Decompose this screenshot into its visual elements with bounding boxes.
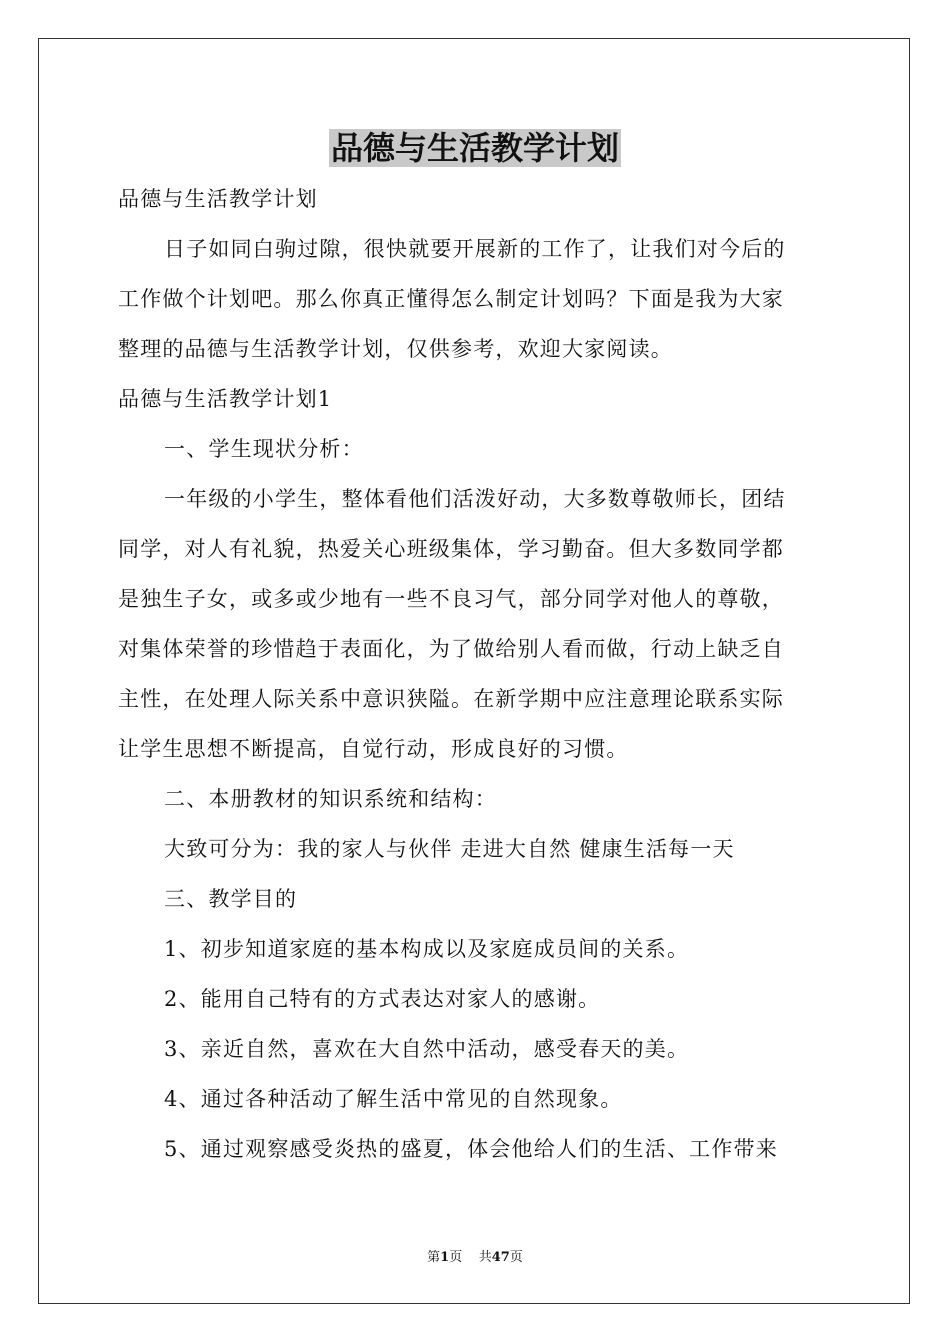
paragraph-line: 一年级的小学生，整体看他们活泼好动，大多数尊敬师长，团结 [164, 487, 786, 511]
paragraph-line: 对集体荣誉的珍惜趋于表面化，为了做给别人看而做，行动上缺乏自 [118, 637, 784, 661]
paragraph-line: 同学，对人有礼貌，热爱关心班级集体，学习勤奋。但大多数同学都 [118, 537, 784, 561]
list-item: 4、通过各种活动了解生活中常见的自然现象。 [164, 1087, 623, 1111]
paragraph-line: 整理的品德与生活教学计划，仅供参考，欢迎大家阅读。 [118, 337, 673, 361]
page-border [38, 38, 910, 1304]
total-suffix: 页 [509, 1250, 523, 1265]
paragraph-line: 让学生思想不断提高，自觉行动，形成良好的习惯。 [118, 737, 629, 761]
total-pages-number: 47 [491, 1250, 510, 1265]
list-item: 5、通过观察感受炎热的盛夏，体会他给人们的生活、工作带来 [164, 1137, 778, 1161]
document-title-text: 品德与生活教学计划 [330, 129, 619, 167]
list-item: 1、初步知道家庭的基本构成以及家庭成员间的关系。 [164, 937, 690, 961]
section-heading: 三、教学目的 [164, 887, 298, 911]
document-title [0, 126, 950, 170]
section-heading: 二、本册教材的知识系统和结构： [164, 787, 497, 811]
page-suffix: 页 [449, 1250, 463, 1265]
paragraph-line: 大致可分为：我的家人与伙伴 走进大自然 健康生活每一天 [164, 837, 735, 861]
current-page-number: 1 [440, 1250, 450, 1265]
paragraph-line: 主性，在处理人际关系中意识狭隘。在新学期中应注意理论联系实际 [118, 687, 784, 711]
list-item: 2、能用自己特有的方式表达对家人的感谢。 [164, 987, 601, 1011]
paragraph-line: 是独生子女，或多或少地有一些不良习气，部分同学对他人的尊敬， [118, 587, 784, 611]
section-heading: 品德与生活教学计划1 [118, 387, 333, 411]
list-item: 3、亲近自然，喜欢在大自然中活动，感受春天的美。 [164, 1037, 690, 1061]
subtitle-line: 品德与生活教学计划 [118, 187, 318, 211]
page-prefix: 第 [427, 1250, 441, 1265]
page-footer [0, 1249, 950, 1267]
section-heading: 一、学生现状分析： [164, 437, 364, 461]
paragraph-line: 工作做个计划吧。那么你真正懂得怎么制定计划吗？下面是我为大家 [118, 287, 784, 311]
total-prefix: 共 [478, 1250, 492, 1265]
paragraph-line: 日子如同白驹过隙，很快就要开展新的工作了，让我们对今后的 [164, 237, 786, 261]
